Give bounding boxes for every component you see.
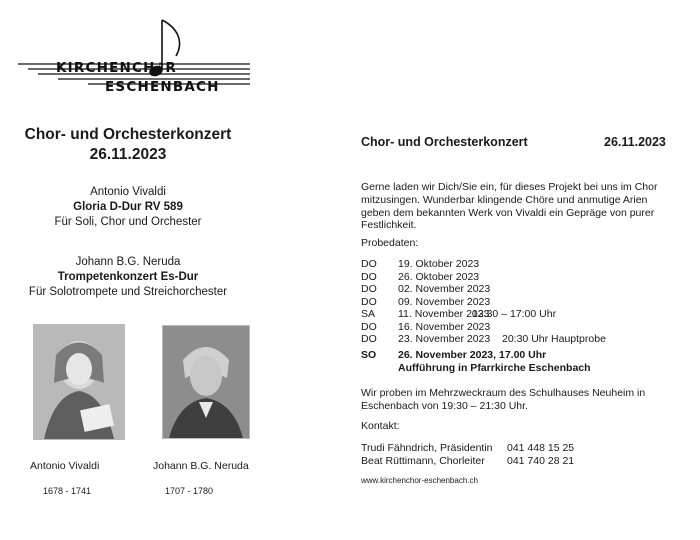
- neruda-portrait-image: [162, 325, 250, 439]
- rehearsal-date: 02. November 2023: [398, 283, 491, 295]
- rehearsals-label: Probedaten:: [361, 237, 419, 249]
- rehearsal-date: 23. November 2023: [398, 333, 491, 345]
- neruda-composer: Johann B.G. Neruda: [75, 256, 181, 268]
- contact-name: Beat Rüttimann, Chorleiter: [361, 455, 485, 467]
- left-title-line1: Chor- und Orchesterkonzert: [24, 126, 232, 143]
- logo-line2: ESCHENBACH: [105, 79, 220, 95]
- left-title-date: 26.11.2023: [89, 146, 167, 163]
- rehearsal-time: 13:30 – 17:00 Uhr: [472, 308, 557, 320]
- contact-phone: 041 740 28 21: [507, 455, 575, 467]
- rehearsal-note: 20:30 Uhr Hauptprobe: [502, 333, 606, 345]
- rehearsal-day: DO: [361, 283, 377, 295]
- vivaldi-years: 1678 - 1741: [43, 486, 92, 496]
- vivaldi-work-subtitle: Für Soli, Chor und Orchester: [54, 216, 202, 228]
- rehearsal-day: DO: [361, 295, 377, 308]
- rehearsal-day: SA: [361, 308, 376, 320]
- rehearsal-day: DO: [361, 320, 377, 333]
- neruda-work-title: Trompetenkonzert Es-Dur: [57, 271, 199, 283]
- right-title: Chor- und Orchesterkonzert: [361, 135, 528, 149]
- rehearsal-date: 16. November 2023: [398, 320, 491, 333]
- concert-datetime: 26. November 2023, 17.00 Uhr: [398, 349, 547, 361]
- contact-name: Trudi Fähndrich, Präsidentin: [361, 442, 493, 454]
- neruda-work-subtitle: Für Solotrompete und Streichorchester: [28, 286, 228, 298]
- choir-logo: [18, 14, 258, 98]
- neruda-caption: Johann B.G. Neruda: [153, 460, 249, 472]
- rehearsal-day: DO: [361, 270, 377, 283]
- vivaldi-portrait-image: [33, 324, 125, 440]
- rehearsal-date: 19. Oktober 2023: [398, 258, 480, 270]
- concert-venue: Aufführung in Pfarrkirche Eschenbach: [398, 361, 591, 374]
- rehearsal-day: DO: [361, 258, 377, 270]
- concert-day: SO: [361, 349, 377, 361]
- intro-paragraph: Gerne laden wir Dich/Sie ein, für dieses Projekt bei uns im Chor mitzusingen. Wunderbar klingende Chöre und anmutige Arien geben dem bekannten Werk von Vivaldi ein Gepräge von purer Festlichkeit.: [361, 181, 658, 232]
- rehearsal-date: 26. Oktober 2023: [398, 270, 480, 283]
- website-link[interactable]: www.kirchenchor-eschenbach.ch: [361, 476, 478, 485]
- contact-label: Kontakt:: [361, 420, 400, 432]
- location-paragraph: Wir proben im Mehrzweckraum des Schulhauses Neuheim in Eschenbach von 19:30 – 21:30 Uhr.: [361, 387, 646, 412]
- rehearsal-date: 09. November 2023: [398, 295, 491, 308]
- right-date: 26.11.2023: [604, 135, 666, 149]
- vivaldi-work-title: Gloria D-Dur RV 589: [73, 201, 183, 213]
- logo-line1: KIRCHENCH♪R: [56, 60, 178, 76]
- neruda-years: 1707 - 1780: [165, 486, 214, 496]
- rehearsal-date: 11. November 2023: [398, 308, 490, 320]
- vivaldi-composer: Antonio Vivaldi: [90, 186, 166, 198]
- vivaldi-caption: Antonio Vivaldi: [30, 460, 100, 472]
- contact-phone: 041 448 15 25: [507, 442, 575, 454]
- rehearsal-day: DO: [361, 333, 377, 345]
